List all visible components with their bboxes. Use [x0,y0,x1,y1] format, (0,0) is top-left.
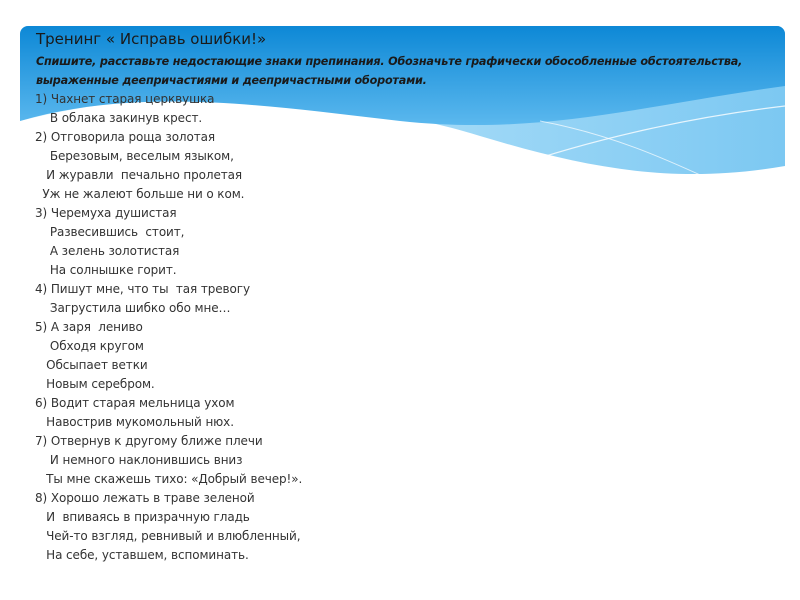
slide-title: Тренинг « Исправь ошибки!» [36,30,267,48]
poem-line: И впиваясь в призрачную гладь [35,510,250,524]
poem-line: 1) Чахнет старая церквушка [35,92,215,106]
poem-line: Развесившись стоит, [35,225,185,239]
poem-line: Новым серебром. [35,377,155,391]
poem-line: Чей-то взгляд, ревнивый и влюбленный, [35,529,301,543]
poem-line: Обходя кругом [35,339,144,353]
poem-line: 8) Хорошо лежать в траве зеленой [35,491,255,505]
poem-line: И немного наклонившись вниз [35,453,243,467]
poem-line: 3) Черемуха душистая [35,206,177,220]
poem-line: И журавли печально пролетая [35,168,243,182]
poem-lines [35,90,302,565]
poem-line: На себе, уставшем, вспоминать. [35,548,249,562]
poem-line: 5) А заря лениво [35,320,143,334]
poem-line: Обсыпает ветки [35,358,148,372]
poem-line: 2) Отговорила роща золотая [35,130,216,144]
poem-line: 4) Пишут мне, что ты тая тревогу [35,282,250,296]
poem-line: Загрустила шибко обо мне… [35,301,231,315]
slide [20,26,785,586]
poem-line: В облака закинув крест. [35,111,203,125]
poem-line: Уж не жалеют больше ни о ком. [35,187,245,201]
poem-line: 7) Отвернув к другому ближе плечи [35,434,263,448]
poem-line: На солнышке горит. [35,263,177,277]
poem-line: 6) Водит старая мельница ухом [35,396,235,410]
poem-line: Березовым, веселым языком, [35,149,234,163]
task-instruction: Спишите, расставьте недостающие знаки препинания. Обозначьте графически обособленные обстоятельства, выраженные деепричастиями и деепричастными оборотами. [36,55,743,87]
poem-line: Навострив мукомольный нюх. [35,415,234,429]
poem-line: Ты мне скажешь тихо: «Добрый вечер!». [35,472,303,486]
poem-line: А зелень золотистая [35,244,180,258]
